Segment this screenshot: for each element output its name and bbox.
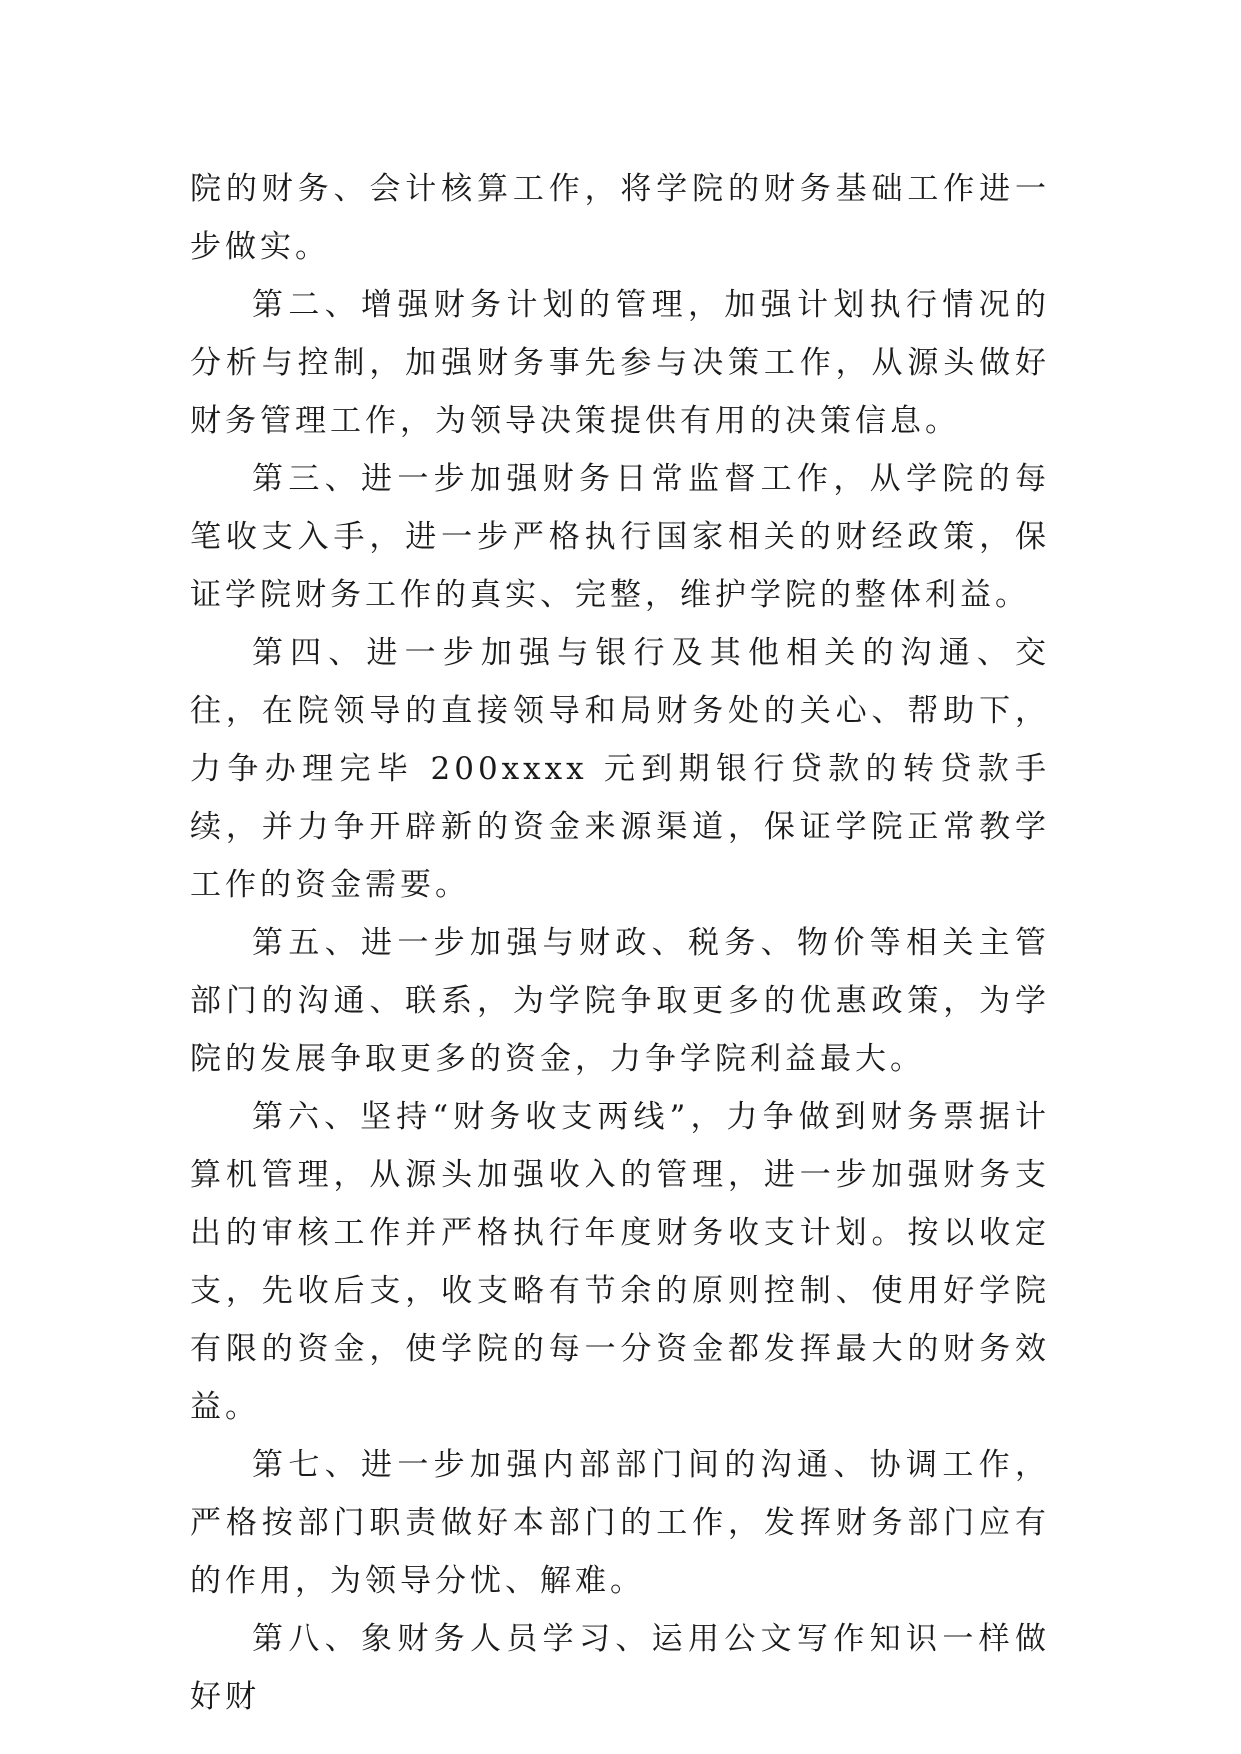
paragraph-item-6: 第六、坚持“财务收支两线”，力争做到财务票据计算机管理，从源头加强收入的管理，进一步加强财务支出的审核工作并严格执行年度财务收支计划。按以收定支，先收后支，收支略有节余的原则控制、使用好学院有限的资金，使学院的每一分资金都发挥最大的财务效益。 [190,1099,1050,1425]
paragraph-item-5: 第五、进一步加强与财政、税务、物价等相关主管部门的沟通、联系，为学院争取更多的优惠政策，为学院的发展争取更多的资金，力争学院利益最大。 [190,925,1050,1077]
paragraph-item-8: 第八、象财务人员学习、运用公文写作知识一样做好财 [190,1621,1050,1715]
paragraph-item-3: 第三、进一步加强财务日常监督工作，从学院的每笔收支入手，进一步严格执行国家相关的财经政策，保证学院财务工作的真实、完整，维护学院的整体利益。 [190,461,1050,613]
paragraph-item-7: 第七、进一步加强内部部门间的沟通、协调工作，严格按部门职责做好本部门的工作，发挥财务部门应有的作用，为领导分忧、解难。 [190,1447,1050,1599]
paragraph-item-4: 第四、进一步加强与银行及其他相关的沟通、交往，在院领导的直接领导和局财务处的关心、帮助下，力争办理完毕 200xxxx 元到期银行贷款的转贷款手续，并力争开辟新的资金来源渠道，保证学院正常教学工作的资金需要。 [190,635,1050,903]
paragraph-continuation: 院的财务、会计核算工作，将学院的财务基础工作进一步做实。 [190,171,1050,265]
paragraph-item-2: 第二、增强财务计划的管理，加强计划执行情况的分析与控制，加强财务事先参与决策工作，从源头做好财务管理工作，为领导决策提供有用的决策信息。 [190,287,1050,439]
document-body [190,160,1050,1726]
